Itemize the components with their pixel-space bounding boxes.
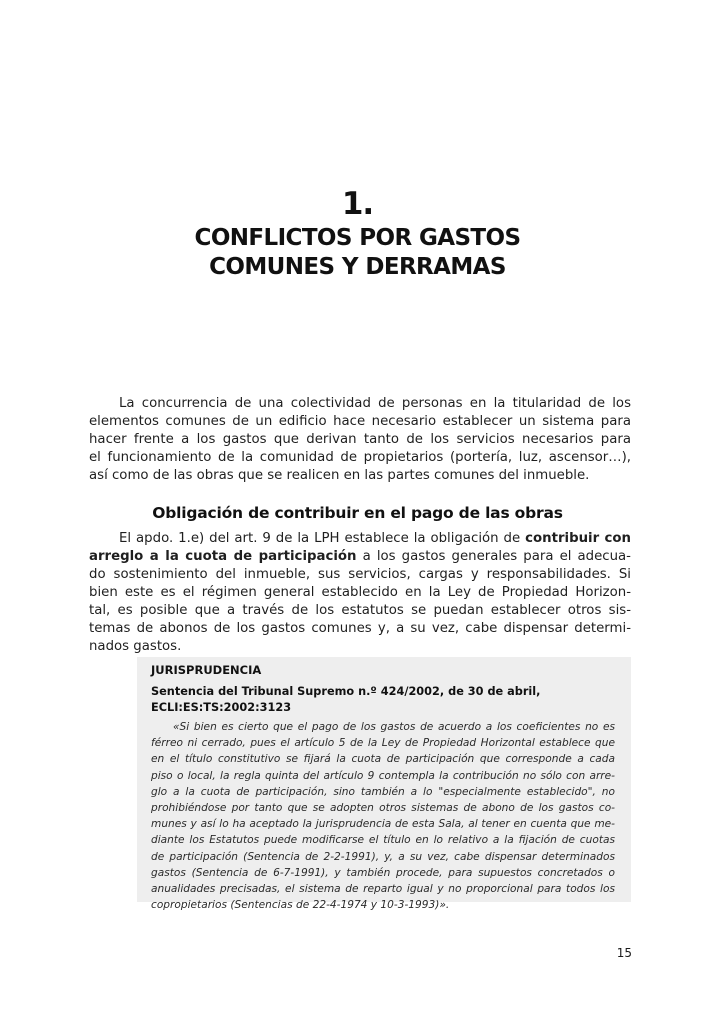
section-line [89, 530, 631, 548]
intro-paragraph [89, 395, 631, 485]
chapter-number: 1. [341, 186, 374, 222]
intro-line: La concurrencia de una colectividad de personas en la titularidad de los [119, 396, 631, 411]
quote-line: gastos (Sentencia de 6-7-1991), y también procede, para supuestos concretados o [151, 866, 615, 879]
quote-line: de participación (Sentencia de 2-2-1991), y, a su vez, cabe dispensar determinados [151, 850, 615, 863]
chapter-title-line-1: CONFLICTOS POR GASTOS [194, 225, 521, 251]
section-paragraph [89, 530, 631, 656]
section-heading: Obligación de contribuir en el pago de las obras [152, 504, 563, 522]
intro-line: hacer frente a los gastos que derivan tanto de los servicios necesarios para [89, 432, 631, 447]
quote-line: férreo ni cerrado, pues el artículo 5 de la Ley de Propiedad Horizontal establece que [151, 737, 615, 750]
section-line-text: El apdo. 1.e) del art. 9 de la LPH establece la obligación de [119, 531, 526, 546]
section-emphasis: arreglo a la cuota de participación [89, 549, 357, 564]
jurisprudence-reference [151, 684, 621, 716]
jurisprudence-box [137, 657, 631, 912]
section-line [89, 548, 631, 566]
chapter-title-line-2: COMUNES Y DERRAMAS [209, 254, 506, 280]
section-line: tal, es posible que a través de los estatutos se puedan establecer otros sis- [89, 603, 631, 618]
section-line-text: a los gastos generales para el adecua- [356, 549, 631, 564]
section-line: bien este es el régimen general establecido en la Ley de Propiedad Horizon- [89, 585, 631, 600]
quote-line: munes y así lo ha aceptado la jurisprudencia de esta Sala, al tener en cuenta que me- [151, 818, 615, 831]
quote-line: piso o local, la regla quinta del artículo 9 contempla la contribución no sólo con arre- [151, 769, 615, 782]
page-number: 15 [616, 946, 632, 960]
section-emphasis: contribuir con [525, 531, 631, 546]
jurisprudence-reference-line: Sentencia del Tribunal Supremo n.º 424/2002, de 30 de abril, [151, 685, 541, 698]
jurisprudence-label: JURISPRUDENCIA [151, 663, 262, 677]
section-line: temas de abonos de los gastos comunes y, a su vez, cabe dispensar determi- [89, 621, 631, 636]
jurisprudence-quote [151, 719, 615, 913]
intro-line: elementos comunes de un edificio hace necesario establecer un sistema para [89, 414, 631, 429]
quote-line: copropietarios (Sentencias de 22-4-1974 y 10-3-1993)». [151, 899, 450, 912]
section-line: nados gastos. [89, 639, 182, 654]
quote-line: prohibiéndose por tanto que se adopten otros sistemas de abono de los gastos co- [151, 802, 615, 815]
quote-line: diante los Estatutos puede modificarse el título en lo relativo a la fijación de cuotas [151, 834, 615, 847]
chapter-title [0, 224, 715, 282]
section-line: do sostenimiento del inmueble, sus servicios, cargas y responsabilidades. Si [89, 567, 631, 582]
quote-line: «Si bien es cierto que el pago de los gastos de acuerdo a los coeficientes no es [173, 721, 615, 733]
quote-line: glo a la cuota de participación, sino también a lo "especialmente establecido", no [151, 785, 615, 798]
quote-line: anualidades precisadas, el sistema de reparto igual y no proporcional para todos los [151, 883, 615, 896]
intro-line: el funcionamiento de la comunidad de propietarios (portería, luz, ascensor…), [89, 450, 631, 465]
quote-line: en el título constitutivo se fijará la cuota de participación que corresponde a cada [151, 753, 615, 766]
jurisprudence-reference-line: ECLI:ES:TS:2002:3123 [151, 701, 292, 714]
intro-line: así como de las obras que se realicen en las partes comunes del inmueble. [89, 468, 590, 483]
